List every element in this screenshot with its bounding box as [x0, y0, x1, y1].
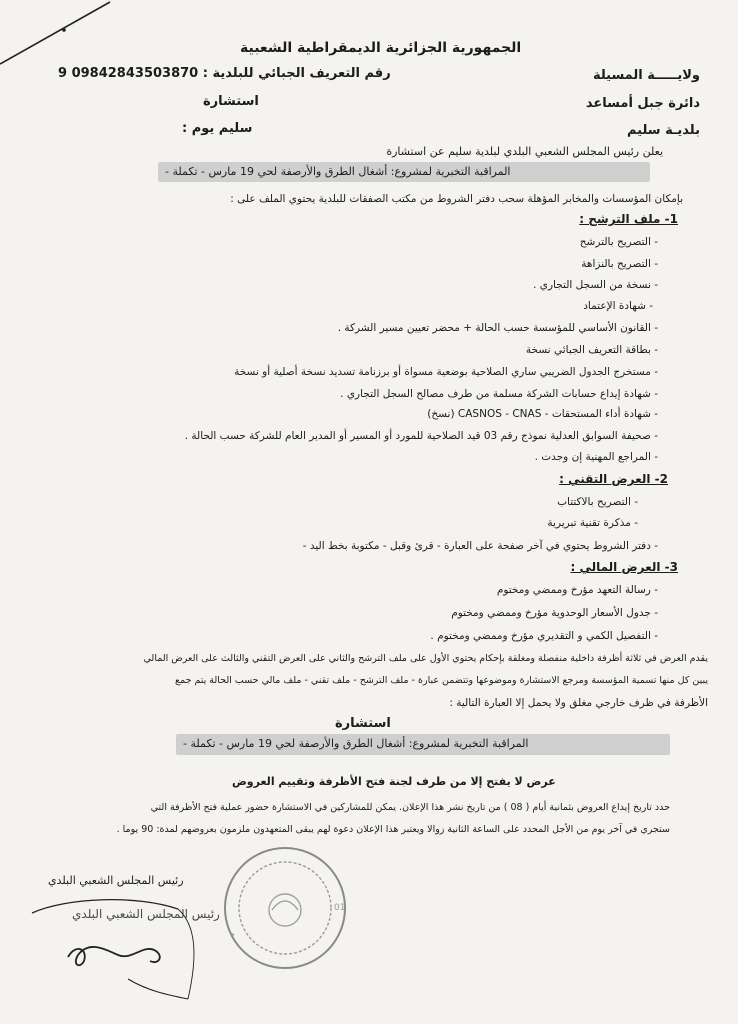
list-item: - المراجع المهنية إن وجدت .	[534, 451, 658, 463]
list-item: - شهادة الإعتماد	[583, 300, 653, 312]
envelope-text-line: يقدم العرض في ثلاثة أظرفة داخلية منفصلة ومغلقة بإحكام يحتوي الأول على ملف الترشح والثاني على العرض التقني والثالث على العرض المالي	[143, 653, 708, 664]
list-item: - التصريح بالاكتتاب	[557, 496, 638, 508]
outer-project-title: المراقبة التخبرية لمشروع: أشغال الطرق والأرصفة لحي 19 مارس - تكملة -	[183, 737, 529, 750]
outer-consultation: استشارة	[335, 716, 391, 731]
section3-heading: 3- العرض المالي :	[570, 560, 678, 574]
signature-title: رئيس المجلس الشعبي البلدي	[48, 874, 184, 887]
date-label: سليم يوم :	[182, 121, 253, 136]
list-item: - بطاقة التعريف الجبائي نسخة	[525, 344, 658, 356]
daira-label: دائرة جبل أمساعد	[585, 96, 700, 111]
envelope-text-line: الأظرفة في ظرف خارجي مغلق ولا يحمل إلا العبارة التالية :	[449, 697, 708, 709]
deadline-line: ستجري في آخر يوم من الأجل المحدد على الساعة الثانية زوالا ويعتبر هذا الإعلان دعوة لهم يبقى المتعهدون ملزمون بعروضهم لمدة: 90 يوما .	[116, 824, 670, 835]
list-item: - مذكرة تقنية تبريرية	[547, 517, 638, 529]
list-item: - نسخة من السجل التجاري .	[533, 279, 658, 291]
list-item: - مستخرج الجدول الضريبي ساري الصلاحية بوضعية مسواة أو برزنامة تسديد نسخة أصلية أو نسخة	[234, 366, 658, 378]
tax-id: رقم التعريف الجبائي للبلدية : 09842843503870 9	[58, 66, 391, 81]
section1-heading: 1- ملف الترشح :	[579, 212, 678, 226]
consultation-header: استشارة	[203, 94, 259, 109]
list-item: - القانون الأساسي للمؤسسة حسب الحالة + محضر تعيين مسير الشركة .	[337, 322, 658, 334]
deadline-line: حدد تاريخ إيداع العروض بثمانية أيام ( 08 ) من تاريخ نشر هذا الإعلان. يمكن للمشاركين في الاستشارة حضور عملية فتح الأظرفة التي	[150, 802, 670, 813]
list-item: - التصريح بالترشح	[579, 236, 658, 248]
svg-text:•: •	[230, 931, 236, 941]
envelope-text-line: يبين كل منها تسمية المؤسسة ومرجع الاستشارة وموضوعها وتتضمن عبارة - ملف الترشح - ملف تقني - ملف مالي حسب الحالة يتم جمع	[175, 675, 708, 686]
wilaya-label: ولايـــــة المسيلة	[592, 68, 700, 83]
list-item: - دفتر الشروط يحتوي في آخر صفحة على العبارة - قرئ وقبل - مكتوبة بخط اليد -	[302, 540, 658, 552]
list-item: - شهادة إيداع حسابات الشركة مسلمة من طرف مصالح السجل التجاري .	[340, 388, 658, 400]
svg-text:01: 01	[334, 903, 346, 913]
intro-text: يعلن رئيس المجلس الشعبي البلدي لبلدية سليم عن استشارة	[386, 145, 663, 158]
list-item: - رسالة التعهد مؤرخ وممضي ومختوم	[496, 584, 658, 596]
invitation-text: بإمكان المؤسسات والمخابر المؤهلة سحب دفتر الشروط من مكتب الصفقات للبلدية يحتوي الملف على :	[230, 193, 683, 205]
republic-title: الجمهورية الجزائرية الديمقراطية الشعبية	[240, 40, 522, 56]
official-seal	[210, 838, 360, 978]
no-open-notice: عرض لا يفتح إلا من طرف لجنة فتح الأظرفة وتقييم العروض	[232, 775, 556, 788]
project-title: المراقبة التخبرية لمشروع: أشغال الطرق والأرصفة لحي 19 مارس - تكملة -	[165, 165, 511, 178]
list-item: - التفصيل الكمي و التقديري مؤرخ وممضي ومختوم .	[430, 630, 658, 642]
list-item: - صحيفة السوابق العدلية نموذج رقم 03 قيد الصلاحية للمورد أو المسير أو المدير العام للشركة حسب الحالة .	[184, 430, 658, 442]
section2-heading: 2- العرض التقني :	[559, 472, 668, 486]
list-item: - جدول الأسعار الوحدوية مؤرخ وممضي ومختوم	[451, 607, 658, 619]
baladiya-label: بلديـة سليم	[626, 123, 700, 138]
list-item: - شهادة أداء المستحقات - CASNOS - CNAS (نسخ)	[427, 408, 658, 420]
scan-mark	[0, 0, 130, 70]
stamp-title: رئيس المجلس الشعبي البلدي	[72, 907, 220, 921]
list-item: - التصريح بالنزاهة	[581, 258, 658, 270]
